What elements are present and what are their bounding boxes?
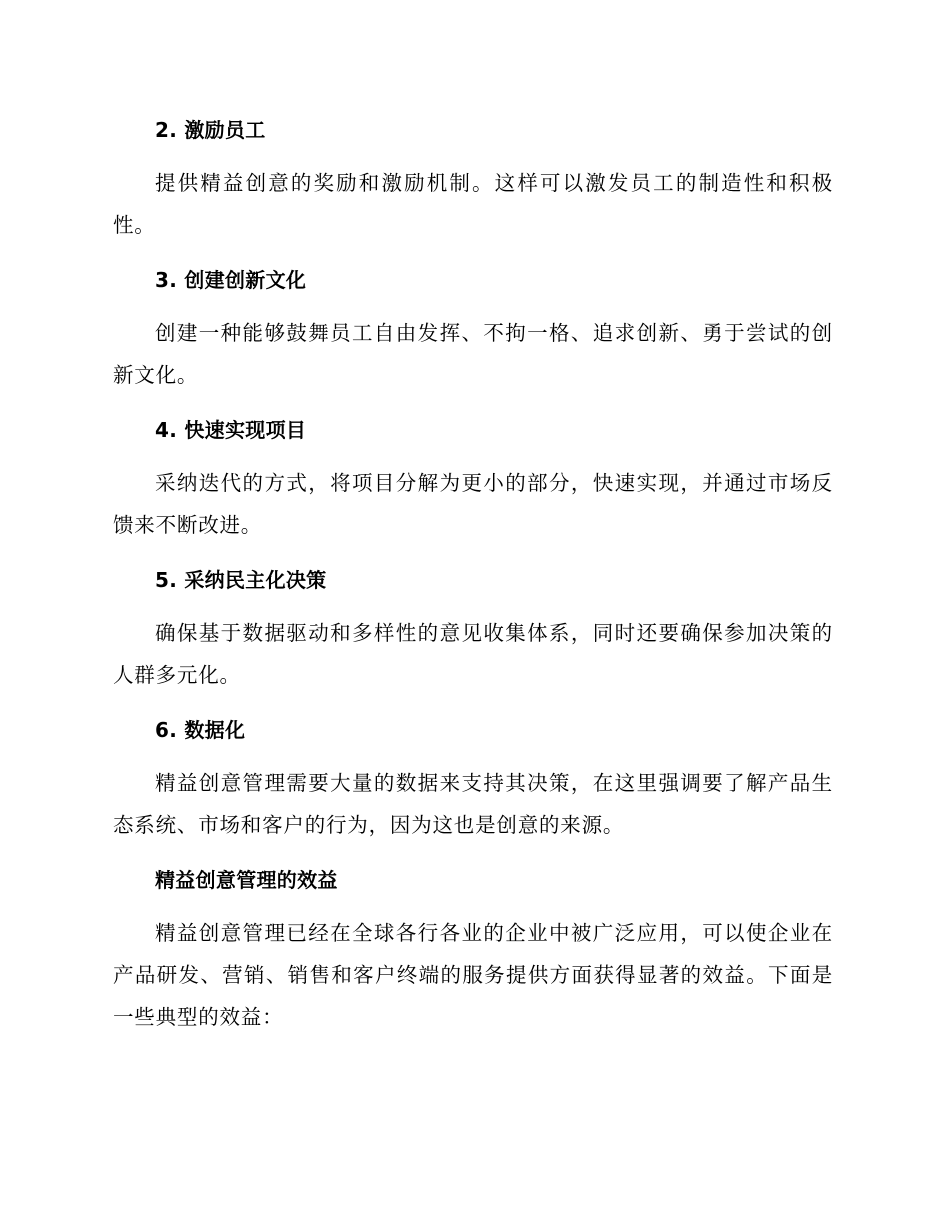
section-heading-motivate-employees: 2. 激励员工 (155, 118, 266, 142)
section-text-fast-projects: 采纳迭代的方式，将项目分解为更小的部分，快速实现，并通过市场反馈来不断改进。 (113, 471, 833, 537)
section-heading-data-driven: 6. 数据化 (155, 718, 246, 742)
section-text-innovation-culture: 创建一种能够鼓舞员工自由发挥、不拘一格、追求创新、勇于尝试的创新文化。 (113, 321, 833, 387)
section-text-democratic-decisions: 确保基于数据驱动和多样性的意见收集体系，同时还要确保参加决策的人群多元化。 (113, 621, 833, 687)
section-text-data-driven: 精益创意管理需要大量的数据来支持其决策，在这里强调要了解产品生态系统、市场和客户的行为，因为这也是创意的来源。 (113, 771, 833, 837)
section-text-motivate-employees: 提供精益创意的奖励和激励机制。这样可以激发员工的制造性和积极性。 (113, 171, 833, 237)
section-heading-fast-projects: 4. 快速实现项目 (155, 418, 307, 442)
section-heading-innovation-culture: 3. 创建创新文化 (155, 268, 307, 292)
section-heading-benefits: 精益创意管理的效益 (155, 868, 338, 892)
section-heading-democratic-decisions: 5. 采纳民主化决策 (155, 568, 327, 592)
section-text-benefits: 精益创意管理已经在全球各行各业的企业中被广泛应用，可以使企业在产品研发、营销、销售和客户终端的服务提供方面获得显著的效益。下面是一些典型的效益： (113, 921, 833, 1029)
document-body (113, 110, 833, 1052)
